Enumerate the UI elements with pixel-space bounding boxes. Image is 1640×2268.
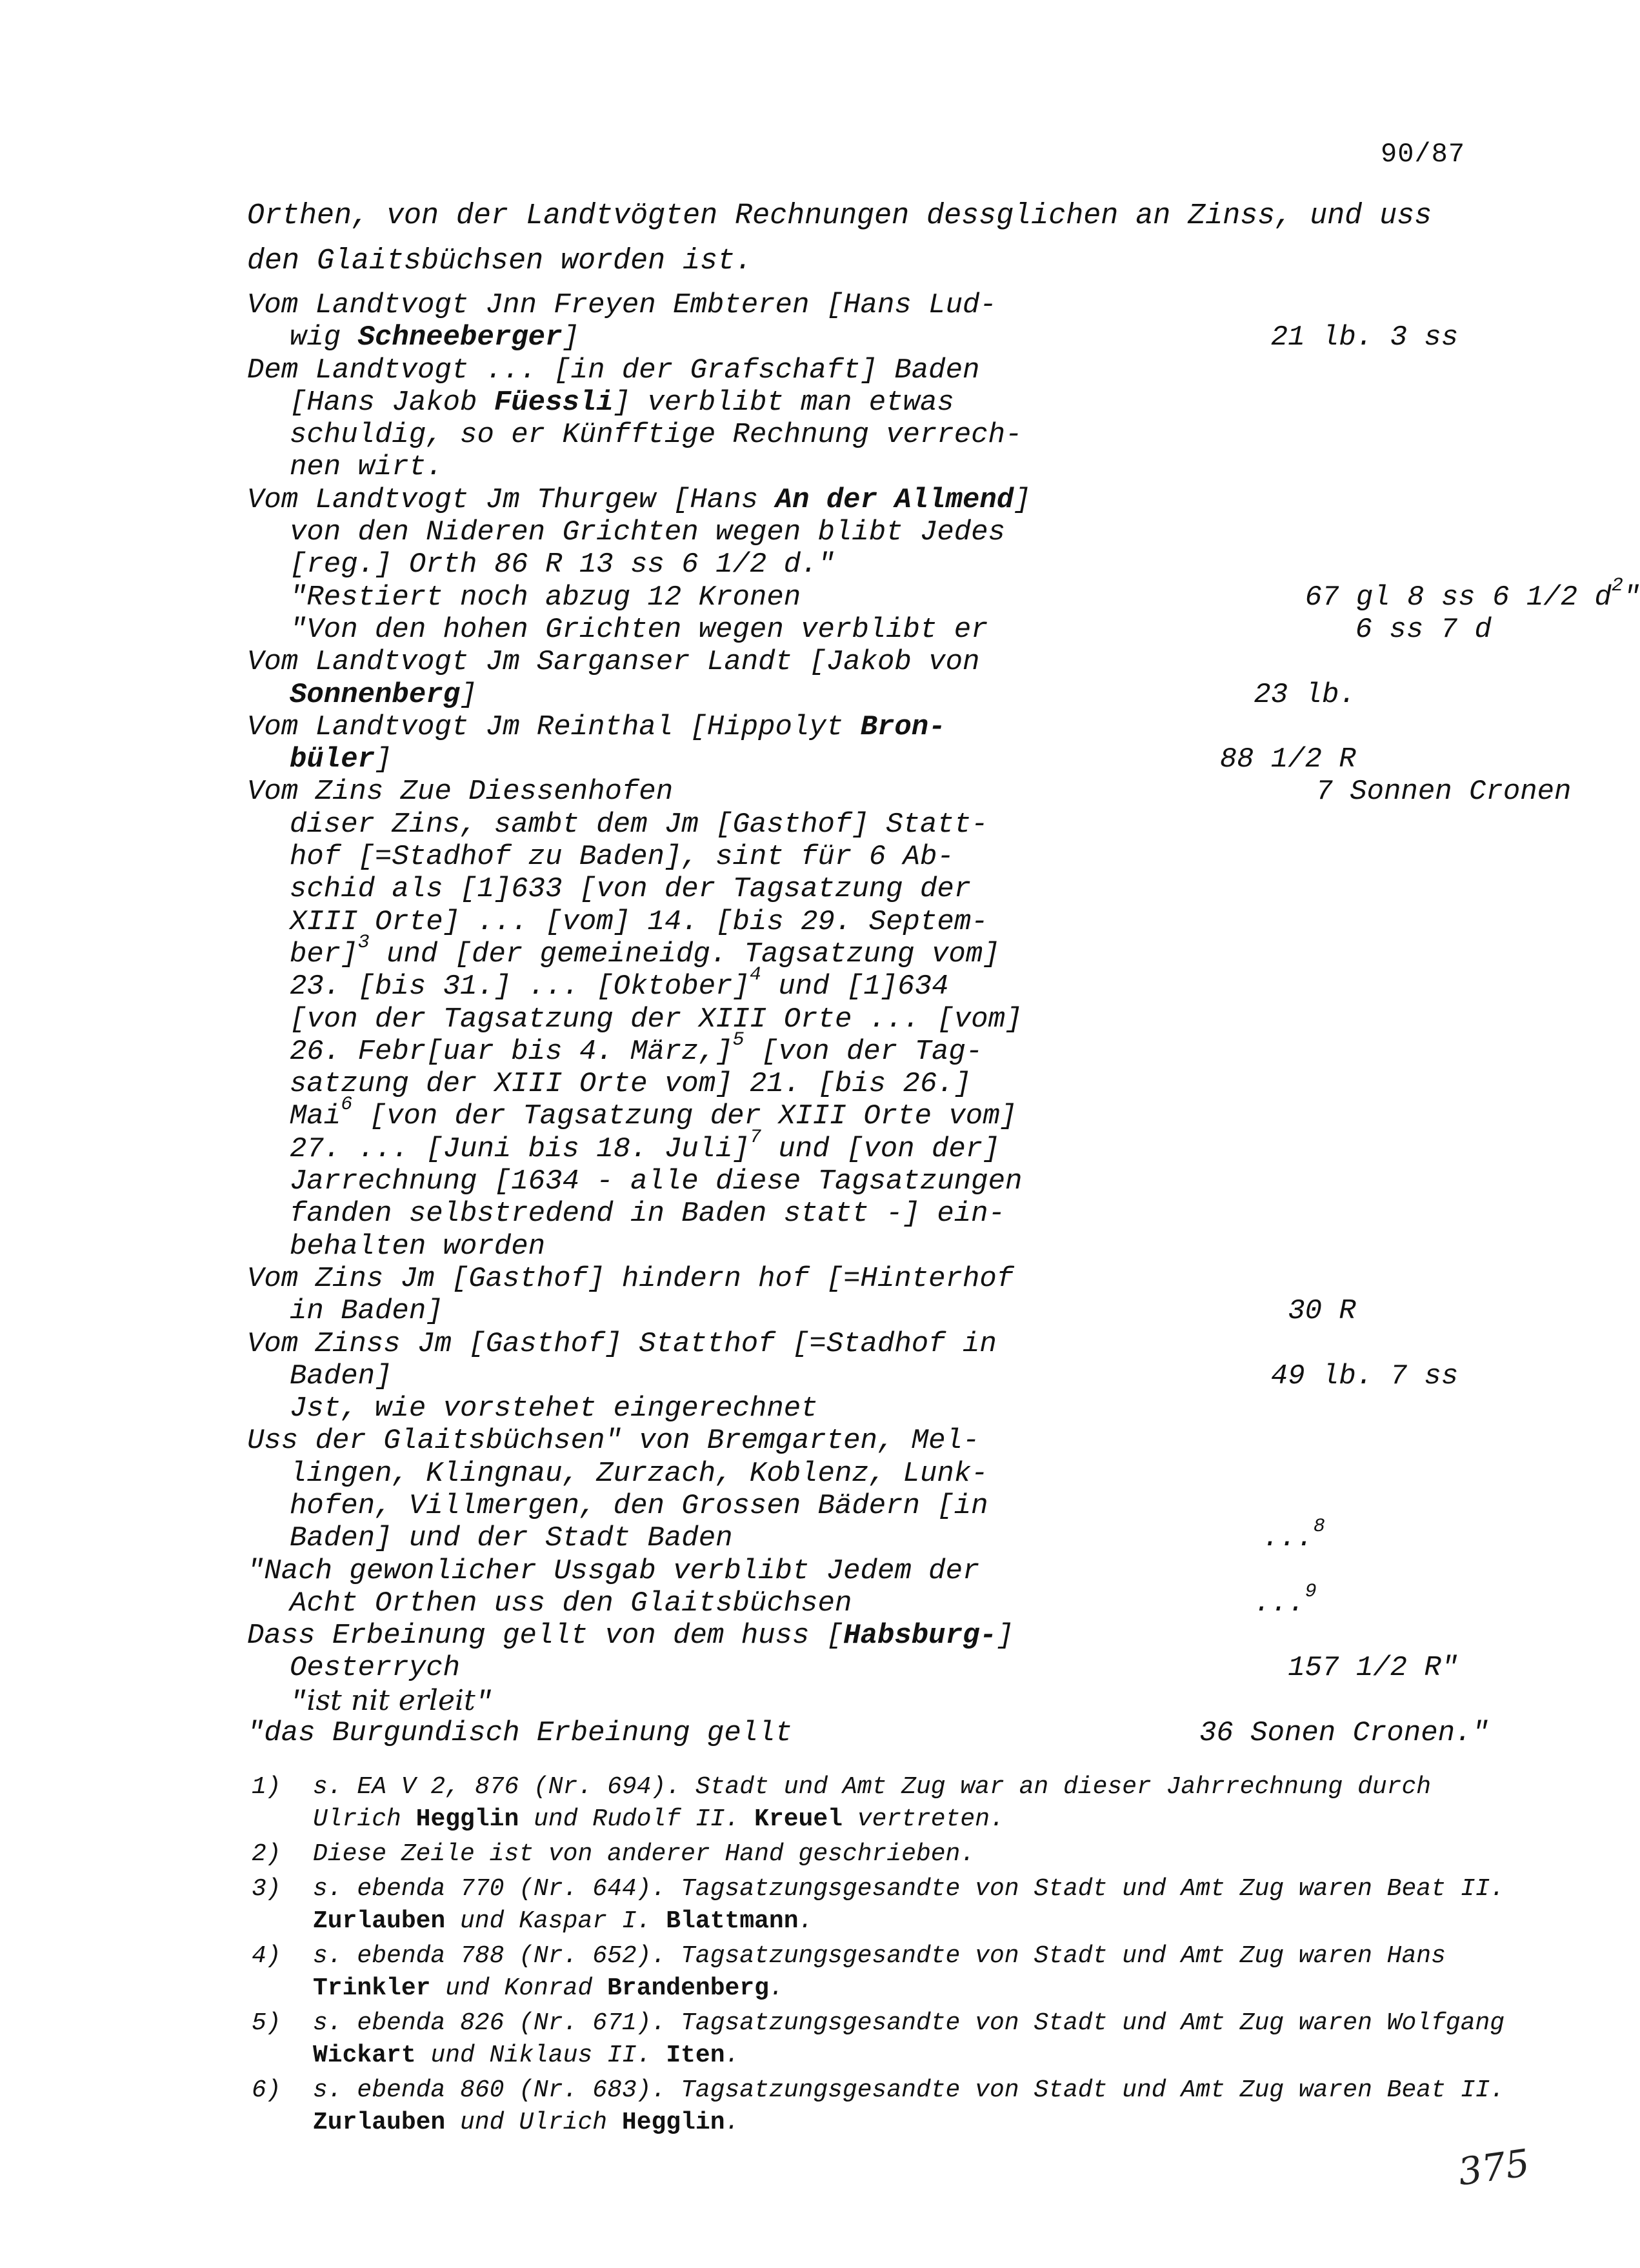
- text-run: [reg.] Orth 86 R 13 ss 6 1/2 d.": [290, 548, 835, 581]
- footnote-ref: 5: [732, 1029, 745, 1051]
- text-run: schuldig, so er Künfftige Rechnung verrech-: [290, 419, 1023, 452]
- handwritten-folio-number: 375: [1455, 2140, 1532, 2194]
- entry-line: [247, 1003, 1022, 1036]
- intro-paragraph: [247, 194, 1525, 284]
- text-run: Uss der Glaitsbüchsen" von Bremgarten, Mel-: [247, 1425, 980, 1458]
- entry-line: [247, 679, 979, 711]
- text-run: ]: [375, 743, 392, 776]
- text-run: Jarrechnung [1634 - alle diese Tagsatzungen: [290, 1165, 1023, 1198]
- text-run: "Nach gewonlicher Ussgab verblibt Jedem der: [247, 1554, 980, 1587]
- entry-line: [247, 1230, 1022, 1263]
- text-run: hof [=Stadhof zu Baden], sint für 6 Ab-: [290, 841, 954, 874]
- entry-line: [247, 1094, 1022, 1133]
- amount-text: 23 lb.: [1254, 678, 1356, 711]
- entry-line: [247, 1392, 997, 1425]
- bold-name: Trinkler: [313, 1974, 431, 2002]
- entry-text: [247, 1263, 1014, 1328]
- text-run: Vom Zinss Jm [Gasthof] Statthof [=Stadhof in: [247, 1327, 997, 1360]
- amount-text: 49 lb. 7 ss: [1270, 1360, 1459, 1392]
- amount-value: [1271, 321, 1458, 354]
- entry-line: [247, 516, 1031, 548]
- entry-text: [247, 1555, 979, 1620]
- amount-text: 7 Sonnen Cronen: [1315, 776, 1572, 808]
- text-run: Acht Orthen uss den Glaitsbüchsen: [290, 1587, 852, 1620]
- intro-line: den Glaitsbüchsen worden ist.: [247, 245, 753, 277]
- amount-value: [1254, 679, 1355, 711]
- entry-line: [247, 711, 946, 743]
- bold-name: Hegglin: [415, 1805, 519, 1833]
- text-run: [von der Tagsatzung der XIII Orte vom]: [352, 1100, 1017, 1133]
- text-run: XIII Orte] ... [vom] 14. [bis 29. Septem-: [290, 905, 988, 938]
- text-run: und [der gemeineidg. Tagsatzung vom]: [369, 938, 1000, 970]
- entry-line: [247, 1490, 988, 1522]
- footnote: [252, 2074, 1529, 2139]
- entry-line: [247, 1717, 906, 1749]
- entry-text: [247, 484, 1031, 646]
- bold-name: Kreuel: [754, 1805, 843, 1833]
- bold-name: Schneeberger: [357, 321, 563, 354]
- text-run: s. EA V 2, 876 (Nr. 694). Stadt und Amt Zug war an dieser Jahrrechnung durch Ulrich: [313, 1773, 1432, 1833]
- entry-line: [247, 1328, 997, 1360]
- amount-text: 36 Sonen Cronen.": [1199, 1717, 1489, 1750]
- entry-line: [247, 1458, 988, 1490]
- text-run: .: [768, 1974, 784, 2002]
- entry-line: [247, 1522, 988, 1554]
- bold-name: Zurlauben: [313, 2109, 446, 2136]
- ledger-entry: [247, 1620, 1525, 1717]
- text-run: Vom Zins Zue Diessenhofen: [247, 776, 674, 808]
- amount-text: 88 1/2 R: [1219, 743, 1356, 776]
- amount-value: [1288, 1295, 1356, 1327]
- entry-line: [247, 931, 1022, 970]
- text-run: 27. ... [Juni bis 18. Juli]: [290, 1132, 750, 1165]
- footnote-number: 1): [252, 1773, 281, 1801]
- entry-line: [247, 1126, 1022, 1165]
- text-run: "Von den hohen Grichten wegen verblibt er: [290, 613, 988, 646]
- amount-value: [1254, 1580, 1317, 1620]
- text-run: diser Zins, sambt dem Jm [Gasthof] Statt-: [290, 808, 988, 841]
- footnote-ref: 8: [1313, 1516, 1325, 1538]
- ledger-entry: [247, 1555, 1525, 1620]
- page-number: 90/87: [1381, 139, 1466, 170]
- footnote-number: 4): [252, 1942, 281, 1970]
- entry-line: [247, 646, 979, 678]
- bold-name: Zurlauben: [313, 1907, 446, 1935]
- amount-value: [1315, 776, 1571, 808]
- amount-text: 21 lb. 3 ss: [1270, 321, 1459, 354]
- entry-line: [247, 1360, 997, 1392]
- text-run: "Restiert noch abzug 12 Kronen: [290, 581, 801, 614]
- ledger-entry: [247, 1425, 1525, 1554]
- text-run: s. ebenda 788 (Nr. 652). Tagsatzungsgesandte von Stadt und Amt Zug waren Hans: [313, 1942, 1446, 1970]
- amount-value: [1199, 1717, 1489, 1749]
- text-run: s. ebenda 860 (Nr. 683). Tagsatzungsgesandte von Stadt und Amt Zug waren Beat II.: [313, 2076, 1505, 2104]
- entry-line: [247, 743, 946, 776]
- amount-text: 6 ss 7 d: [1355, 613, 1492, 646]
- ledger-entry: [247, 1328, 1525, 1425]
- entry-line: [247, 548, 1031, 581]
- footnote-text: [313, 2007, 1526, 2072]
- entry-text: [247, 1328, 997, 1425]
- text-run: schid als [1]633 [von der Tagsatzung der: [290, 873, 972, 906]
- text-run: ]: [460, 678, 477, 711]
- entry-line: [247, 321, 997, 354]
- bold-name: Füessli: [494, 386, 614, 419]
- ledger-entry: [247, 483, 1640, 646]
- entry-text: [247, 1717, 906, 1749]
- entry-line: [247, 1620, 1014, 1652]
- amount-value: [1305, 574, 1640, 614]
- text-run: und Ulrich: [445, 2109, 622, 2136]
- entry-line: [247, 1165, 1022, 1198]
- entry-amount: [1022, 354, 1525, 484]
- text-run: ber]: [290, 938, 358, 970]
- text-run: und Konrad: [430, 1974, 608, 2002]
- entry-line: [247, 808, 1022, 841]
- text-run: und Rudolf II.: [519, 1805, 755, 1833]
- bold-name: Habsburg-: [843, 1620, 997, 1652]
- footnote-text: [313, 1873, 1526, 1938]
- text-run: [von der Tag-: [744, 1035, 983, 1068]
- footnotes: [252, 1771, 1529, 2142]
- text-run: Mai: [290, 1100, 341, 1133]
- text-run: Vom Landtvogt Jm Thurgew [Hans: [247, 483, 775, 516]
- text-run: von den Nideren Grichten wegen blibt Jedes: [290, 516, 1005, 549]
- entry-amount: [1014, 1620, 1525, 1717]
- entry-text: [247, 354, 1022, 484]
- text-run: "das Burgundisch Erbeinung gellt: [247, 1717, 792, 1750]
- text-run: und [1]634: [761, 970, 949, 1003]
- entry-line: [247, 873, 1022, 905]
- footnote-number: 3): [252, 1875, 281, 1903]
- amount-text: 30 R: [1288, 1295, 1356, 1328]
- ledger-entry: [247, 1717, 1525, 1749]
- footnote: [252, 1838, 1529, 1871]
- entry-line: [247, 1263, 1014, 1295]
- handwritten-note: ist nit erleit: [306, 1683, 475, 1717]
- bold-name: Bron-: [860, 710, 946, 743]
- entry-text: [247, 646, 979, 711]
- ledger-entry: [247, 646, 1525, 711]
- text-run: Baden]: [290, 1360, 392, 1392]
- entry-line: [247, 419, 1022, 451]
- text-run: Diese Zeile ist von anderer Hand geschrieben.: [313, 1840, 975, 1868]
- bold-name: Iten: [666, 2042, 725, 2069]
- amount-text: ...: [1254, 1587, 1305, 1620]
- bold-name: Brandenberg: [607, 1974, 769, 2002]
- entry-line: [247, 1198, 1022, 1230]
- text-run: Baden] und der Stadt Baden: [290, 1522, 733, 1555]
- text-run: s. ebenda 826 (Nr. 671). Tagsatzungsgesandte von Stadt und Amt Zug waren Wolfgang: [313, 2009, 1505, 2037]
- text-run: Vom Zins Jm [Gasthof] hindern hof [=Hinterhof: [247, 1262, 1014, 1295]
- text-run: vertreten.: [842, 1805, 1005, 1833]
- text-run: in Baden]: [290, 1295, 443, 1328]
- footnote-text: [313, 2074, 1526, 2139]
- entry-text: [247, 711, 946, 776]
- text-run: [von der Tagsatzung der XIII Orte ... [vom]: [290, 1003, 1023, 1036]
- footnote-ref: 4: [749, 964, 761, 987]
- text-run: und Kaspar I.: [445, 1907, 666, 1935]
- text-run: fanden selbstredend in Baden statt -] ein-: [290, 1198, 1005, 1230]
- bold-name: Blattmann: [666, 1907, 799, 1935]
- text-run: Vom Landtvogt Jm Reinthal [Hippolyt: [247, 710, 861, 743]
- bold-name: Wickart: [313, 2042, 416, 2069]
- intro-line: Orthen, von der Landtvögten Rechnungen dessglichen an Zinss, und uss: [247, 199, 1432, 232]
- bold-name: büler: [290, 743, 375, 776]
- ledger-entry: [247, 776, 1572, 1263]
- text-run: .: [798, 1907, 814, 1935]
- text-run: ": [475, 1686, 493, 1719]
- text-run: ]: [1014, 483, 1031, 516]
- amount-value: [1220, 743, 1356, 776]
- entry-line: [247, 614, 1031, 646]
- entry-amount: [906, 1717, 1525, 1749]
- footnote: [252, 1873, 1529, 1938]
- bold-name: Sonnenberg: [290, 678, 461, 711]
- footnote-number: 6): [252, 2076, 281, 2104]
- entry-line: [247, 386, 1022, 419]
- amount-value: [1288, 1652, 1458, 1684]
- footnote-ref: 3: [357, 931, 370, 954]
- entry-amount: [1022, 776, 1572, 1262]
- text-run: hofen, Villmergen, den Grossen Bädern [in: [290, 1489, 988, 1522]
- entry-line: [247, 451, 1022, 483]
- amount-tail: ": [1623, 581, 1640, 614]
- amount-text: ...: [1262, 1522, 1314, 1555]
- text-run: s. ebenda 770 (Nr. 644). Tagsatzungsgesandte von Stadt und Amt Zug waren Beat II.: [313, 1875, 1505, 1903]
- amount-text: 67 gl 8 ss 6 1/2 d: [1305, 581, 1612, 614]
- ledger-entry: [247, 711, 1525, 776]
- amount-value: [1262, 1516, 1325, 1555]
- text-run: Oesterrych: [290, 1652, 461, 1685]
- text-run: satzung der XIII Orte vom] 21. [bis 26.]: [290, 1068, 972, 1101]
- entry-line: [247, 964, 1022, 1003]
- text-run: .: [725, 2042, 740, 2069]
- entry-line: [247, 1587, 979, 1620]
- footnote: [252, 2007, 1529, 2072]
- text-run: Vom Landtvogt Jm Sarganser Landt [Jakob von: [247, 646, 980, 679]
- text-run: [Hans Jakob: [290, 386, 494, 419]
- text-run: nen wirt.: [290, 451, 443, 484]
- amount-text: 157 1/2 R": [1288, 1652, 1459, 1685]
- footnote-text: [313, 1838, 1526, 1871]
- entry-line: [247, 484, 1031, 516]
- entry-line: [247, 1425, 988, 1457]
- entry-line: [247, 1068, 1022, 1100]
- entry-line: [247, 1555, 979, 1587]
- text-run: Jst, wie vorstehet eingerechnet: [290, 1392, 818, 1425]
- entry-amount: [946, 711, 1525, 776]
- text-run: wig: [290, 321, 358, 354]
- entry-line: [247, 841, 1022, 873]
- text-run: ]: [996, 1620, 1014, 1652]
- amount-value: [1271, 1360, 1458, 1392]
- text-run: ]: [562, 321, 579, 354]
- text-run: 23. [bis 31.] ... [Oktober]: [290, 970, 750, 1003]
- ledger-entry: [247, 354, 1525, 484]
- footnote-number: 5): [252, 2009, 281, 2037]
- entry-amount: [997, 1328, 1525, 1425]
- footnote: [252, 1940, 1529, 2005]
- amount-value: [1355, 614, 1492, 646]
- text-run: Vom Landtvogt Jnn Freyen Embteren [Hans Lud-: [247, 289, 997, 321]
- entry-text: [247, 289, 997, 354]
- footnote: [252, 1771, 1529, 1836]
- footnote-ref: 9: [1305, 1580, 1317, 1603]
- text-run: und Niklaus II.: [415, 2042, 666, 2069]
- entry-line: [247, 1029, 1022, 1068]
- entry-line: [247, 1685, 1014, 1717]
- footnote-ref: 7: [749, 1126, 761, 1149]
- footnote-text: [313, 1940, 1526, 2005]
- entry-line: [247, 1295, 1014, 1327]
- text-run: Dass Erbeinung gellt von dem huss [: [247, 1620, 844, 1652]
- entry-line: [247, 776, 1022, 808]
- text-run: lingen, Klingnau, Zurzach, Koblenz, Lunk-: [290, 1457, 988, 1490]
- bold-name: Hegglin: [621, 2109, 725, 2136]
- ledger-entries: [247, 289, 1640, 1750]
- entry-text: [247, 1425, 988, 1554]
- text-run: Dem Landtvogt ... [in der Grafschaft] Baden: [247, 354, 980, 386]
- entry-line: [247, 354, 1022, 386]
- entry-text: [247, 1620, 1014, 1717]
- entry-text: [247, 776, 1022, 1262]
- footnote-ref: 2: [1611, 574, 1623, 597]
- entry-amount: [979, 1555, 1525, 1620]
- ledger-entry: [247, 289, 1525, 354]
- bold-name: An der Allmend: [775, 483, 1014, 516]
- footnote-text: [313, 1771, 1526, 1836]
- text-run: ] verblibt man etwas: [613, 386, 954, 419]
- entry-amount: [979, 646, 1525, 711]
- entry-amount: [997, 289, 1525, 354]
- entry-line: [247, 289, 997, 321]
- entry-amount: [988, 1425, 1525, 1554]
- footnote-ref: 6: [341, 1094, 353, 1116]
- entry-amount: [1014, 1263, 1525, 1328]
- text-run: .: [725, 2109, 740, 2136]
- entry-line: [247, 581, 1031, 614]
- ledger-entry: [247, 1263, 1525, 1328]
- entry-line: [247, 1652, 1014, 1684]
- text-run: und [von der]: [761, 1132, 1000, 1165]
- entry-amount: [1031, 484, 1640, 646]
- text-run: 26. Febr[uar bis 4. März,]: [290, 1035, 733, 1068]
- footnote-number: 2): [252, 1840, 281, 1868]
- text-run: ": [290, 1686, 307, 1719]
- text-run: behalten worden: [290, 1230, 546, 1263]
